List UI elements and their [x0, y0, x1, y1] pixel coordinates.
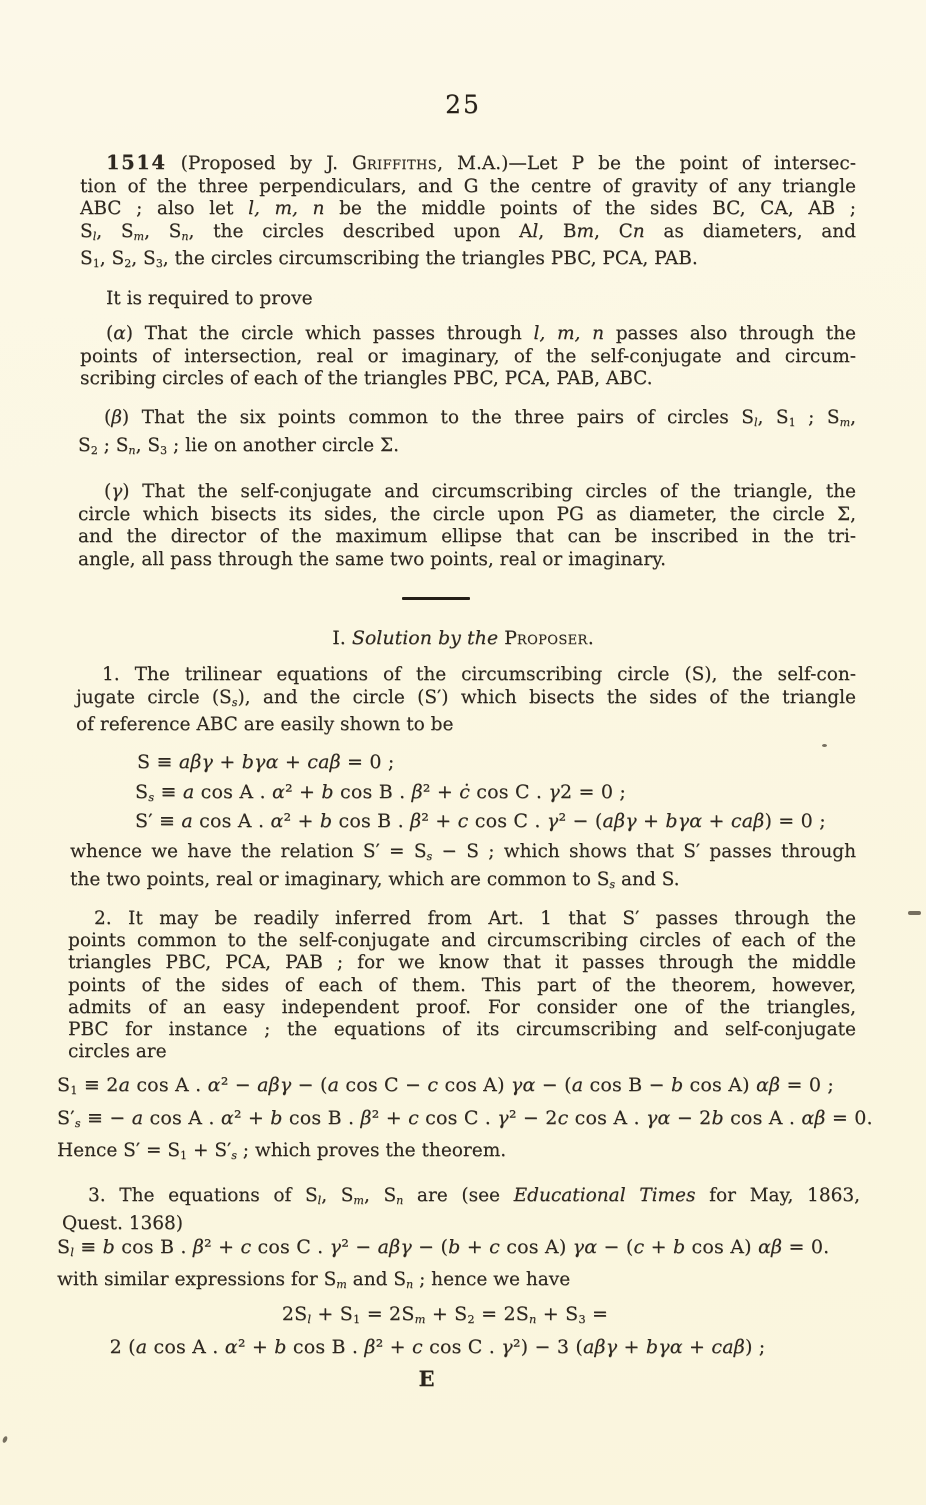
ink-speck — [822, 744, 827, 747]
with-similar-line: with similar expressions for Sm and Sn ; hence we have — [57, 1269, 571, 1292]
equation-final: 2 (a cos A . α² + b cos B . β² + c cos C . γ²) − 3 (aβγ + bγα + caβ) ; — [109, 1336, 766, 1358]
solution-heading: I. Solution by the Proposer. — [332, 627, 594, 649]
equation-circumscribing-circle: S ≡ aβγ + bγα + caβ = 0 ; — [137, 751, 395, 773]
solution-para-1: 1. The trilinear equations of the circumscribing circle (S), the self-con- jugate circle (Ss), and the circle (S′) which bisects the sides of the triangle of reference ABC are easily shown to be — [76, 664, 857, 736]
section-divider-rule — [402, 597, 470, 600]
equation-s1: S1 ≡ 2a cos A . α² − aβγ − (a cos C − c cos A) γα − (a cos B − b cos A) αβ = 0 ; — [57, 1074, 834, 1098]
solution-para-3: 3. The equations of Sl, Sm, Sn are (see Educational Times for May, 1863, Quest. 1368) — [62, 1185, 861, 1234]
proof-requirement: It is required to prove — [106, 288, 313, 309]
equation-sum: 2Sl + S1 = 2Sm + S2 = 2Sn + S3 = — [281, 1303, 609, 1327]
clause-beta: (β) That the six points common to the three pairs of circles Sl, S1 ; Sm, S2 ; Sn, S3 ; lie on another circle Σ. — [78, 407, 857, 457]
solution-para-2: 2. It may be readily inferred from Art. 1 that S′ passes through the points common to the self-conjugate and circumscribing circles of each of the triangles PBC, PCA, PAB ; for we know that it passes through the middle points of the sides of each of them. This part of the theorem, however, admits of an easy independent proof. For consider one of the triangles, PBC for instance ; the equations of its circumscribing and self-conjugate circles are — [68, 908, 856, 1063]
page-number: 25 — [445, 90, 481, 119]
clause-alpha: (α) That the circle which passes through l, m, n passes also through the points of intersection, real or imaginary, of the self-conjugate and circum- scribing circles of each of the triangles PBC, PCA, PAB, ABC. — [80, 323, 857, 389]
problem-statement: 1514 (Proposed by J. Griffiths, M.A.)—Let P be the point of intersec- tion of the three perpendiculars, and G the centre of gravity of any triangle ABC ; also let l, m, n be the middle points of the sides BC, CA, AB ; Sl, Sm, Sn, the circles described upon Al, Bm, Cn as diameters, and S1, S2, S3, the circles circumscribing the triangles PBC, PCA, PAB. — [80, 151, 857, 271]
equation-bisecting-circle: S′ ≡ a cos A . α² + b cos B . β² + c cos C . γ² − (aβγ + bγα + caβ) = 0 ; — [135, 810, 826, 832]
equation-s-prime-s: S′s ≡ − a cos A . α² + b cos B . β² + c cos C . γ² − 2c cos A . γα − 2b cos A . αβ = 0. — [57, 1107, 873, 1131]
hence-line: Hence S′ = S1 + S′s ; which proves the theorem. — [57, 1140, 507, 1163]
equation-self-conjugate-circle: Ss ≡ a cos A . α² + b cos B . β² + ċ cos C . γ2 = 0 ; — [135, 781, 627, 805]
signature-mark: E — [418, 1366, 436, 1391]
clause-gamma: (γ) That the self-conjugate and circumscribing circles of the triangle, the circle which bisects its sides, the circle upon PG as diameter, the circle Σ, and the director of the maximum ellipse that can be inscribed in the tri- angle, all pass through the same two points, real or imaginary. — [78, 481, 856, 570]
equation-sl: Sl ≡ b cos B . β² + c cos C . γ² − aβγ − (b + c cos A) γα − (c + b cos A) αβ = 0. — [57, 1236, 830, 1260]
whence-paragraph: whence we have the relation S′ = Ss − S ; which shows that S′ passes through the two points, real or imaginary, which are common to Ss and S. — [70, 841, 856, 891]
ink-speck — [908, 911, 921, 915]
ink-speck — [2, 1435, 9, 1443]
